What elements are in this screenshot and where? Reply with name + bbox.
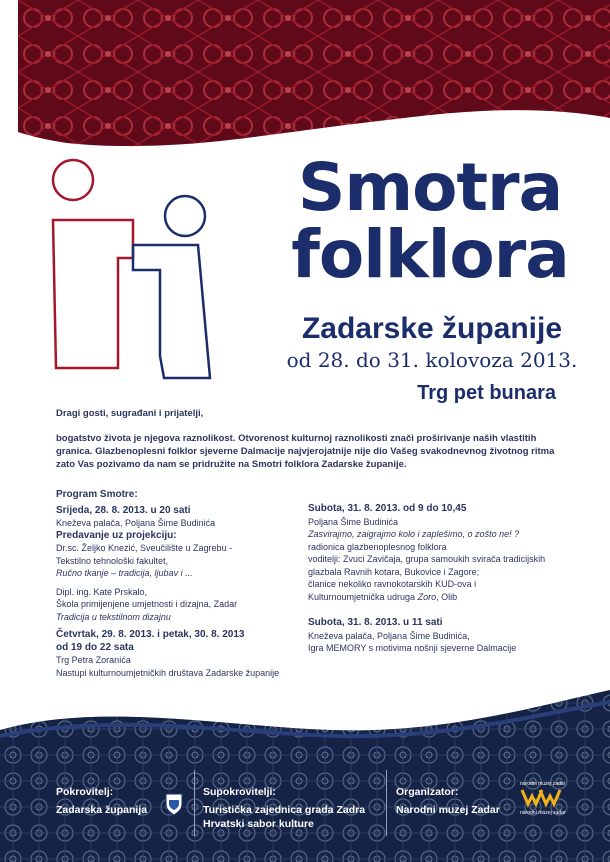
workshop-line: glazbala Ravnih kotara, Bukovice i Zagore; <box>308 566 480 577</box>
intro-text <box>56 432 576 471</box>
intro-line: bogatstvo života je njegova raznolikost. Otvorenost kulturnoj raznolikosti znači proširivanje naših vlastitih <box>56 433 537 444</box>
lecture-line: Tekstilno tehnološki fakultet, <box>56 555 169 566</box>
lecture-line: Škola primijenjene umjetnosti i dizajna, Zadar <box>56 599 238 609</box>
lecture-line: Dr.sc. Željko Knezić, Sveučilište u Zagrebu - <box>56 543 233 553</box>
organizer-name: Narodni muzej Zadar <box>396 804 500 816</box>
venue: Trg pet bunara <box>417 382 556 404</box>
title-line-2: folklora <box>291 216 569 293</box>
museum-logo <box>518 778 568 818</box>
day3-heading: Subota, 31. 8. 2013. od 9 do 10,45 <box>308 503 467 514</box>
coat-of-arms-icon <box>164 792 184 816</box>
workshop-line: članice nekoliko ravnokotarskih KUD-ova i <box>308 579 477 589</box>
workshop-title: Zasvirajmo, zaigrajmo kolo i zaplešimo, o zošto ne! ? <box>308 529 520 539</box>
day4-heading: Subota, 31. 8. 2013. u 11 sati <box>308 617 443 628</box>
copatron-name: Turistička zajednica grada Zadra <box>203 804 366 816</box>
workshop-line-part: Kulturnoumjetnička udruga <box>308 591 418 602</box>
day4-place: Kneževa palača, Poljana Šime Budinića, <box>308 630 470 641</box>
greeting: Dragi gosti, sugrađani i prijatelji, <box>56 408 204 419</box>
organizer-label: Organizator: <box>396 786 459 798</box>
day2-description: Nastupi kulturnoumjetničkih društava Zadarske županije <box>56 667 280 678</box>
day3-place: Poljana Šime Budinića <box>308 516 399 527</box>
lectures-heading: Predavanje uz projekciju: <box>56 529 177 541</box>
lecture-title: Tradicija u tekstilnom dizajnu <box>56 611 171 622</box>
day1-place: Kneževa palača, Poljana Šime Budinića <box>56 518 216 528</box>
workshop-line: voditelji: Zvuci Zavičaja, grupa samoukih svirača tradicijskih <box>308 554 546 564</box>
workshop-line <box>308 591 578 604</box>
copatron-name: Hrvatski sabor kulture <box>203 818 314 830</box>
intro-line: zato Vas pozivamo da nam se pridružite na Smotri folklora Zadarske županije. <box>56 459 407 470</box>
sponsor-divider <box>386 770 387 836</box>
intro-line: granica. Glazbenoplesni folklor sjeverne Dalmacije najvjerojatnije nije dio Vašeg svakodnevnog životnog ritma <box>56 446 555 457</box>
patron-block <box>56 785 147 817</box>
day2-time: od 19 do 22 sata <box>56 641 134 653</box>
copatron-label: Supokrovitelji: <box>203 786 276 798</box>
event-dates: od 28. do 31. kolovoza 2013. <box>286 348 578 372</box>
museum-logo-text: narodni muzej zadar <box>520 781 566 787</box>
day2-heading: Četvrtak, 29. 8. 2013. i petak, 30. 8. 2013 <box>56 629 245 640</box>
association-name: Zoro <box>417 591 437 602</box>
subtitle: Zadarske županije <box>301 312 563 345</box>
program-title: Program Smotre: <box>56 489 138 500</box>
day2-place: Trg Petra Zoranića <box>56 655 131 665</box>
lecture-line: Dipl. ing. Kate Prskalo, <box>56 586 148 597</box>
program-left-column <box>56 489 301 679</box>
copatron-block <box>203 785 365 831</box>
sponsor-divider <box>194 770 195 836</box>
museum-logo-text: národní múzej zadar <box>520 810 566 816</box>
day4-description: Igra MEMORY s motivima nošnji sjeverne Dalmacije <box>308 643 517 653</box>
organizer-block <box>396 785 500 817</box>
workshop-line: radionica glazbenoplesnog folklora <box>308 541 447 552</box>
lecture-title: Ručno tkanje – tradicija, ljubav i ... <box>56 568 193 578</box>
program-right-column <box>308 503 578 655</box>
title-line-1: Smotra <box>297 149 563 226</box>
patron-label: Pokrovitelj: <box>56 786 114 798</box>
lace-banner <box>0 690 610 862</box>
day1-heading: Srijeda, 28. 8. 2013. u 20 sati <box>56 504 191 516</box>
patron-name: Zadarska županija <box>56 804 148 816</box>
folklore-figures-logo <box>48 150 218 380</box>
workshop-line-part: , Olib <box>436 591 458 602</box>
embroidery-banner <box>18 0 610 150</box>
